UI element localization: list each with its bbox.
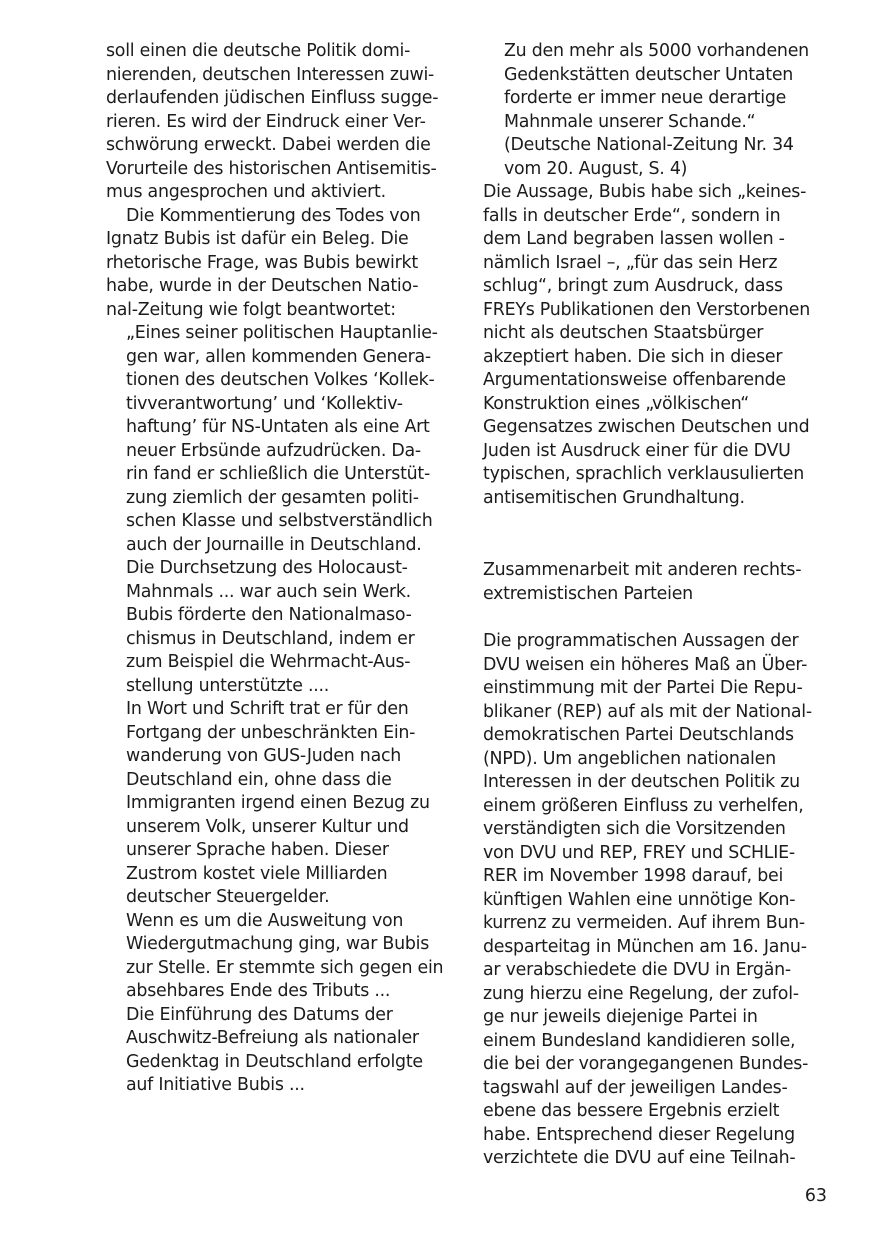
quote-text-line: absehbares Ende des Tributs ... — [126, 981, 391, 1001]
body-text-line: von DVU und REP, FREY und SCHLIE- — [483, 842, 795, 863]
body-text-line: Juden ist Ausdruck einer für die DVU — [483, 440, 791, 461]
quote-text-line: Wenn es um die Ausweitung von — [126, 910, 404, 931]
body-text-line: tagswahl auf der jeweiligen Landes- — [483, 1077, 788, 1098]
body-text-line: typischen, sprachlich verklausulierten — [483, 464, 805, 484]
quote-text-line: unserer Sprache haben. Dieser — [126, 840, 389, 860]
body-text-line: nicht als deutschen Staatsbürger — [483, 323, 764, 343]
body-text-line: rieren. Es wird der Eindruck einer Ver- — [106, 111, 426, 132]
quote-text-line: Fortgang der unbeschränkten Ein- — [126, 722, 416, 743]
body-text-line: RER im November 1998 darauf, bei — [483, 866, 784, 886]
body-text-line: nämlich Israel –, „für das sein Herz — [483, 252, 778, 273]
quote-text-line: vom 20. August, S. 4) — [504, 158, 688, 179]
body-text-line: habe. Entsprechend dieser Regelung — [483, 1124, 795, 1145]
body-text-line: einem Bundesland kandidieren solle, — [483, 1030, 796, 1051]
body-text-line: akzeptiert haben. Die sich in dieser — [483, 346, 783, 367]
body-text-line: habe, wurde in der Deutschen Natio- — [106, 276, 419, 296]
quote-text-line: Zu den mehr als 5000 vorhandenen — [504, 41, 809, 61]
quote-text-line: zung ziemlich der gesamten politi- — [126, 487, 419, 508]
quote-text-line: „Eines seiner politischen Hauptanlie- — [126, 323, 438, 343]
body-text-line: ar verabschiedete die DVU in Ergän- — [483, 960, 791, 980]
body-text-line: falls in deutscher Erde“, sondern in — [483, 205, 781, 226]
quote-text-line: chismus in Deutschland, indem er — [126, 628, 415, 649]
section-heading-line: Zusammenarbeit mit anderen rechts- — [483, 560, 802, 580]
body-text-line: Die Aussage, Bubis habe sich „keines- — [483, 182, 807, 202]
body-text-line: dem Land begraben lassen wollen - — [483, 229, 785, 249]
body-text-line: Gegensatzes zwischen Deutschen und — [483, 417, 810, 437]
quote-text-line: Auschwitz-Befreiung als nationaler — [126, 1028, 419, 1048]
quote-text-line: Mahnmale unserer Schande.“ — [504, 111, 756, 132]
quote-text-line: Wiedergutmachung ging, war Bubis — [126, 934, 430, 954]
quote-text-line: wanderung von GUS-Juden nach — [126, 746, 402, 766]
body-text-line: demokratischen Partei Deutschlands — [483, 725, 794, 745]
body-text-line: FREYs Publikationen den Verstorbenen — [483, 299, 811, 320]
body-text-line: ebene das bessere Ergebnis erzielt — [483, 1101, 780, 1121]
body-text-line: Ignatz Bubis ist dafür ein Beleg. Die — [106, 229, 409, 249]
quote-text-line: neuer Erbsünde aufzudrücken. Da- — [126, 440, 421, 461]
body-text-line: verständigten sich die Vorsitzenden — [483, 819, 786, 839]
body-text-line: Argumentationsweise offenbarende — [483, 370, 786, 390]
quote-text-line: zum Beispiel die Wehrmacht-Aus- — [126, 652, 411, 672]
quote-text-line: auf Initiative Bubis ... — [126, 1075, 305, 1095]
section-heading-line: extremistischen Parteien — [483, 583, 693, 604]
body-text-line: Vorurteile des historischen Antisemitis- — [106, 158, 437, 179]
body-text-line: künftigen Wahlen eine unnötige Kon- — [483, 889, 796, 910]
body-text-line: nal-Zeitung wie folgt beantwortet: — [106, 299, 396, 320]
body-text-line: rhetorische Frage, was Bubis bewirkt — [106, 252, 418, 273]
body-text-line: Interessen in der deutschen Politik zu — [483, 772, 800, 792]
quote-text-line: Mahnmals ... war auch sein Werk. — [126, 581, 411, 602]
quote-text-line: haftung’ für NS-Untaten als eine Art — [126, 417, 430, 437]
body-text-line: soll einen die deutsche Politik domi- — [106, 41, 411, 61]
body-text-line: zung hierzu eine Regelung, der zufol- — [483, 983, 799, 1004]
quote-text-line: In Wort und Schrift trat er für den — [126, 699, 409, 719]
body-text-line: einem größeren Einfluss zu verhelfen, — [483, 795, 804, 816]
quote-text-line: Bubis förderte den Nationalmaso- — [126, 605, 412, 625]
body-text-line: antisemitischen Grundhaltung. — [483, 487, 745, 508]
quote-text-line: forderte er immer neue derartige — [504, 88, 787, 108]
body-text-line: ge nur jeweils diejenige Partei in — [483, 1007, 758, 1027]
body-text-line: derlaufenden jüdischen Einfluss sugge- — [106, 88, 439, 108]
quote-text-line: tionen des deutschen Volkes ‘Kollek- — [126, 370, 435, 390]
quote-text-line: Zustrom kostet viele Milliarden — [126, 863, 388, 884]
body-text-line: die bei der vorangegangenen Bundes- — [483, 1054, 809, 1074]
body-text-line: nierenden, deutschen Interessen zuwi- — [106, 64, 435, 85]
body-text-line: Die programmatischen Aussagen der — [483, 631, 799, 651]
quote-text-line: Gedenkstätten deutscher Untaten — [504, 64, 794, 85]
quote-text-line: deutscher Steuergelder. — [126, 887, 330, 907]
body-text-line: kurrenz zu vermeiden. Auf ihrem Bun- — [483, 913, 805, 933]
quote-text-line: Gedenktag in Deutschland erfolgte — [126, 1051, 423, 1072]
body-text-line: Die Kommentierung des Todes von — [126, 205, 421, 226]
quote-text-line: auch der Journaille in Deutschland. — [126, 534, 422, 555]
page-number: 63 — [804, 1186, 827, 1206]
body-text-line: DVU weisen ein höheres Maß an Über- — [483, 654, 808, 675]
quote-text-line: Immigranten irgend einen Bezug zu — [126, 793, 430, 813]
body-text-line: schwörung erweckt. Dabei werden die — [106, 135, 431, 155]
body-text-line: (NPD). Um angeblichen nationalen — [483, 748, 776, 769]
quote-text-line: tivverantwortung’ und ‘Kollektiv- — [126, 393, 403, 414]
quote-text-line: (Deutsche National-Zeitung Nr. 34 — [504, 135, 794, 155]
body-text-line: mus angesprochen und aktiviert. — [106, 182, 386, 202]
quote-text-line: stellung unterstützte .... — [126, 675, 330, 696]
quote-text-line: zur Stelle. Er stemmte sich gegen ein — [126, 957, 444, 978]
quote-text-line: schen Klasse und selbstverständlich — [126, 511, 433, 531]
body-text-line: schlug“, bringt zum Ausdruck, dass — [483, 276, 783, 296]
quote-text-line: Die Einführung des Datums der — [126, 1004, 393, 1025]
quote-text-line: Die Durchsetzung des Holocaust- — [126, 558, 408, 578]
body-text-line: desparteitag in München am 16. Janu- — [483, 936, 807, 957]
quote-text-line: unserem Volk, unserer Kultur und — [126, 816, 409, 837]
quote-text-line: Deutschland ein, ohne dass die — [126, 769, 392, 790]
body-text-line: Konstruktion eines „völkischen“ — [483, 393, 750, 414]
body-text-line: blikaner (REP) auf als mit der National- — [483, 701, 812, 722]
quote-text-line: gen war, allen kommenden Genera- — [126, 346, 431, 367]
body-text-line: verzichtete die DVU auf eine Teilnah- — [483, 1148, 796, 1168]
body-text-line: einstimmung mit der Partei Die Repu- — [483, 678, 803, 698]
quote-text-line: rin fand er schließlich die Unterstüt- — [126, 464, 431, 484]
